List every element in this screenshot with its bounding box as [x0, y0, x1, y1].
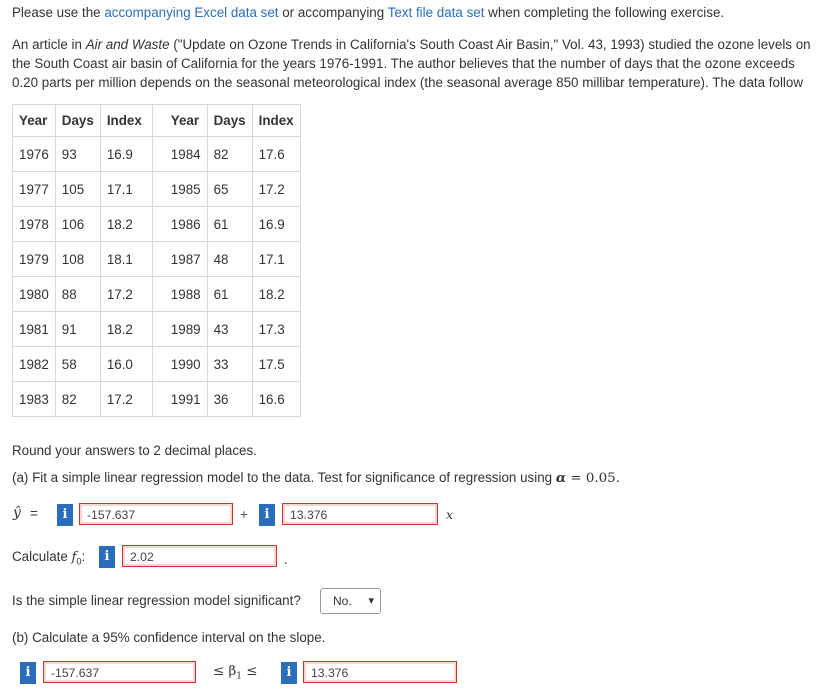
col-header: Days [208, 105, 253, 137]
col-header: Days [56, 105, 101, 137]
table-cell: 17.6 [253, 137, 300, 172]
table-cell: 17.1 [253, 242, 300, 277]
table-row [13, 242, 300, 277]
period: . [284, 552, 288, 567]
intro-line: Please use the accompanying Excel data set or accompanying Text file data set when completing the following exercise. [12, 5, 725, 20]
table-row [13, 207, 300, 242]
info-icon[interactable]: i [20, 662, 36, 684]
table-row [13, 312, 300, 347]
table-cell: 1981 [13, 312, 56, 347]
article-line-1: An article in Air and Waste ("Update on Ozone Trends in California's South Coast Air Basin," Vol. 43, 1993) studied the ozone levels on [12, 37, 811, 52]
table-cell: 91 [56, 312, 101, 347]
f0-input[interactable]: 2.02 [122, 545, 277, 567]
table-row [13, 137, 300, 172]
table-cell: 1976 [13, 137, 56, 172]
table-cell: 17.2 [101, 382, 153, 416]
table-cell: 1989 [153, 312, 208, 347]
table-cell: 43 [208, 312, 253, 347]
excel-data-link[interactable]: accompanying Excel data set [104, 5, 279, 20]
table-cell: 1978 [13, 207, 56, 242]
table-cell: 1982 [13, 347, 56, 382]
table-row [13, 277, 300, 312]
table-cell: 88 [56, 277, 101, 312]
beta-inequality: ≤ $\beta_1$ ≤ [213, 664, 258, 682]
article-line-3: 0.20 parts per million depends on the seasonal meteorological index (the seasonal average 850 millibar temperature). The data follow [12, 75, 804, 90]
table-cell: 1991 [153, 382, 208, 416]
col-header: Index [253, 105, 300, 137]
table-cell: 1977 [13, 172, 56, 207]
table-cell: 105 [56, 172, 101, 207]
col-header: Year [13, 105, 56, 137]
table-cell: 1988 [153, 277, 208, 312]
significance-select[interactable]: No. ▾ [320, 588, 381, 614]
table-cell: 1980 [13, 277, 56, 312]
table-cell: 82 [208, 137, 253, 172]
table-header-row [13, 105, 300, 137]
table-row [13, 382, 300, 416]
table-cell: 1984 [153, 137, 208, 172]
table-cell: 1985 [153, 172, 208, 207]
table-cell: 17.1 [101, 172, 153, 207]
table-cell: 36 [208, 382, 253, 416]
chevron-down-icon: ▾ [368, 595, 374, 607]
table-cell: 17.2 [101, 277, 153, 312]
table-cell: 1987 [153, 242, 208, 277]
table-cell: 18.1 [101, 242, 153, 277]
table-cell: 16.9 [253, 207, 300, 242]
slope-input[interactable]: 13.376 [282, 503, 438, 525]
table-cell: 1983 [13, 382, 56, 416]
y-hat-symbol: ŷ [13, 505, 21, 521]
x-variable: x [446, 507, 454, 522]
table-cell: 65 [208, 172, 253, 207]
table-cell: 17.3 [253, 312, 300, 347]
info-icon[interactable]: i [259, 504, 275, 526]
table-cell: 17.2 [253, 172, 300, 207]
data-table [12, 104, 301, 417]
table-cell: 106 [56, 207, 101, 242]
f0-label: Calculate $f_0$: [12, 549, 86, 567]
article-line-2: the South Coast air basin of California for the years 1976-1991. The author believes that the number of days that the ozone exceeds [12, 56, 795, 71]
plus-sign: + [240, 507, 248, 522]
table-cell: 17.5 [253, 347, 300, 382]
table-cell: 16.0 [101, 347, 153, 382]
col-header: Year [153, 105, 208, 137]
round-instruction: Round your answers to 2 decimal places. [12, 443, 257, 458]
table-row [13, 347, 300, 382]
equals-sign: = [30, 506, 38, 521]
info-icon[interactable]: i [281, 662, 297, 684]
text-file-data-link[interactable]: Text file data set [387, 5, 485, 20]
table-row [13, 172, 300, 207]
part-b-question: (b) Calculate a 95% confidence interval on the slope. [12, 630, 326, 645]
table-cell: 108 [56, 242, 101, 277]
significance-question: Is the simple linear regression model significant? [12, 593, 301, 608]
table-cell: 1986 [153, 207, 208, 242]
table-cell: 18.2 [101, 312, 153, 347]
table-cell: 61 [208, 277, 253, 312]
info-icon[interactable]: i [57, 504, 73, 526]
table-cell: 16.6 [258, 391, 285, 407]
table-cell: 93 [56, 137, 101, 172]
table-cell: 82 [56, 382, 101, 416]
col-header: Index [101, 105, 153, 137]
table-cell: 48 [208, 242, 253, 277]
table-cell: 1990 [153, 347, 208, 382]
table-cell: 18.2 [253, 277, 300, 312]
table-cell: 16.9 [101, 137, 153, 172]
table-cell: 61 [208, 207, 253, 242]
intercept-input[interactable]: -157.637 [79, 503, 233, 525]
table-cell: 18.2 [101, 207, 153, 242]
table-cell: 1979 [13, 242, 56, 277]
table-cell: 33 [208, 347, 253, 382]
part-a-question: (a) Fit a simple linear regression model to the data. Test for significance of regression using α = 0.05. [12, 470, 620, 486]
slope-ci-upper-input[interactable]: 13.376 [303, 661, 457, 683]
table-cell: 58 [56, 347, 101, 382]
slope-ci-lower-input[interactable]: -157.637 [43, 661, 196, 683]
info-icon[interactable]: i [99, 546, 115, 568]
